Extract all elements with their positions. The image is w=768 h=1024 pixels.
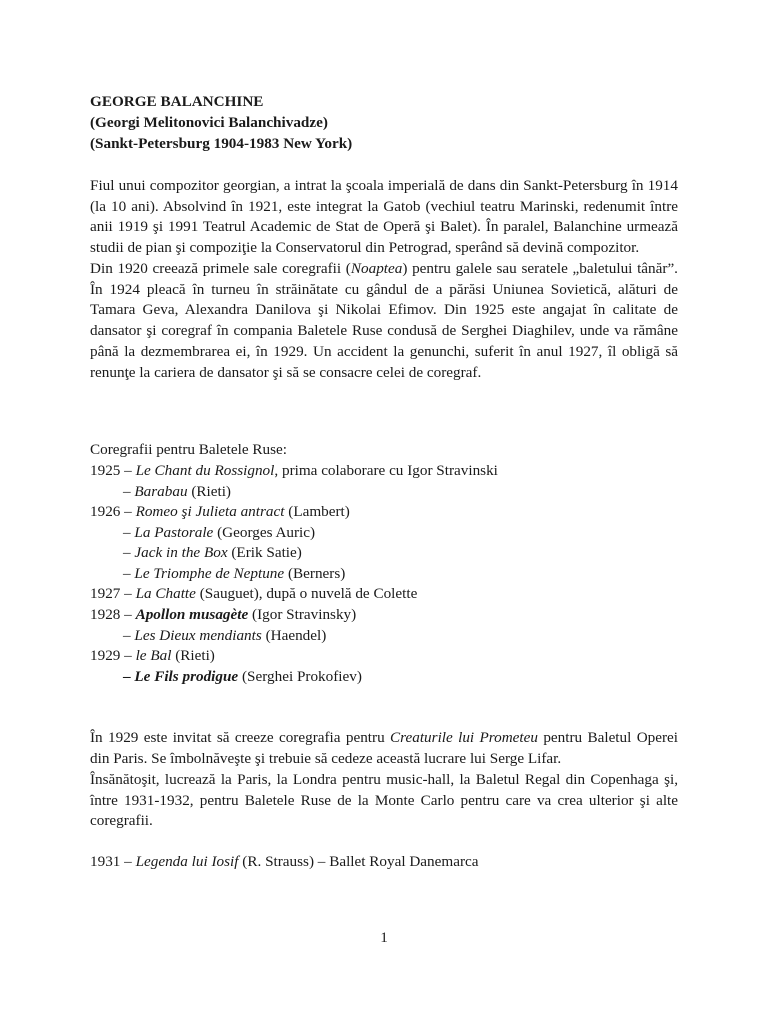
work-entry: – Le Fils prodigue (Serghei Prokofiev) — [123, 668, 362, 685]
work-entry: – Jack in the Box (Erik Satie) — [123, 544, 302, 561]
title-full-name: (Georgi Melitonovici Balanchivadze) — [90, 114, 328, 131]
title-life-span: (Sankt-Petersburg 1904-1983 New York) — [90, 135, 353, 152]
work-entry-1929: 1929 – le Bal (Rieti) — [90, 647, 215, 664]
work-entry: – Barabau (Rieti) — [123, 483, 231, 500]
work-entry-1927: 1927 – La Chatte (Sauguet), după o nuvelă de Colette — [90, 585, 418, 602]
work-entry: – Les Dieux mendiants (Haendel) — [123, 627, 327, 644]
title-name: GEORGE BALANCHINE — [90, 93, 264, 110]
work-entry-1928: 1928 – Apollon musagète (Igor Stravinsky) — [90, 606, 357, 623]
bio-paragraph-2: Din 1920 creează primele sale coregrafii (Noaptea) pentru galele sau seratele „baletului tânăr”. În 1924 pleacă în turneu în străinătate cu gândul de a părăsi Uniunea Sovietică, alături de Tamara Geva, Alexandra Danilova şi Nikolai Efimov. Din 1925 este angajat în calitate de dansator şi coregraf în compania Baletele Ruse condusă de Serghei Diaghilev, unde va rămâne până la dezmembrarea ei, în 1929. Un accident la genunchi, suferit în anul 1927, îl obligă să renunţe la cariera de dansator şi să se consacre celei de coregraf. — [90, 260, 678, 381]
work-entry: – La Pastorale (Georges Auric) — [123, 524, 316, 541]
work-entry: – Le Triomphe de Neptune (Berners) — [123, 565, 346, 582]
work-entry-1925: 1925 – Le Chant du Rossignol, prima colaborare cu Igor Stravinski — [90, 462, 498, 479]
page-number: 1 — [380, 929, 388, 946]
work-entry-1926: 1926 – Romeo şi Julieta antract (Lambert) — [90, 503, 350, 520]
works-heading: Coregrafii pentru Baletele Ruse: — [90, 441, 287, 458]
later-paragraph-1: În 1929 este invitat să creeze coregrafia pentru Creaturile lui Prometeu pentru Baletul Operei din Paris. Se îmbolnăveşte şi trebuie să cedeze această lucrare lui Serge Lifar. — [90, 729, 679, 767]
later-paragraph-2: Însănătoşit, lucrează la Paris, la Londra pentru music-hall, la Baletul Regal din Copenhaga şi, între 1931-1932, pentru Baletele Ruse de la Monte Carlo pentru care va crea ulterior şi alte coregrafii. — [90, 771, 678, 830]
work-entry-1931: 1931 – Legenda lui Iosif (R. Strauss) – Ballet Royal Danemarca — [90, 853, 479, 870]
bio-paragraph-1: Fiul unui compozitor georgian, a intrat la şcoala imperială de dans din Sankt-Petersburg în 1914 (la 10 ani). Absolvind în 1921, este integrat la Gatob (vechiul teatru Marinski, redenumit între anii 1919 şi 1991 Teatrul Academic de Stat de Operă şi Balet). În paralel, Balanchine urmează studii de pian şi compoziţie la Conservatorul din Petrograd, sperând să devină compozitor. — [90, 177, 678, 257]
